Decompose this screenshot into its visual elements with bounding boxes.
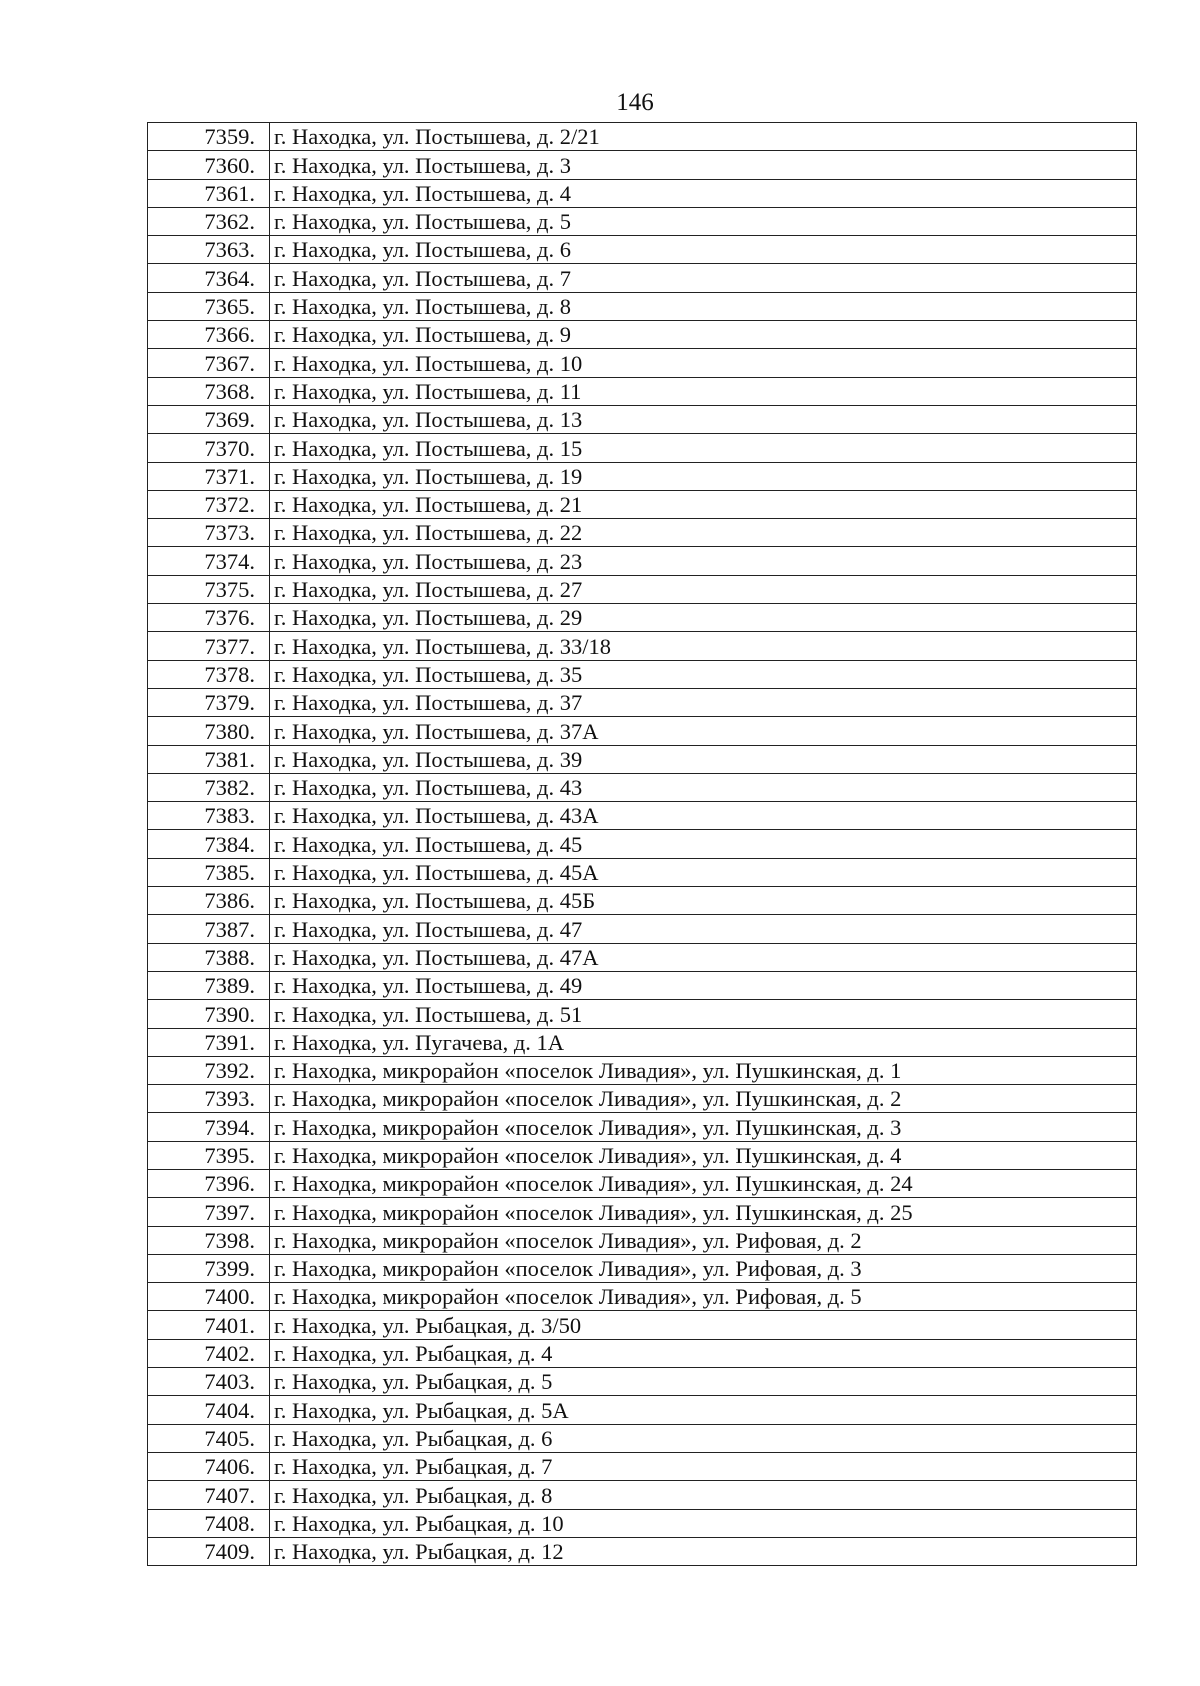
table-row (148, 179, 1137, 207)
table-row (148, 1424, 1137, 1452)
row-address: г. Находка, ул. Постышева, д. 19 (270, 462, 1137, 490)
row-address: г. Находка, микрорайон «поселок Ливадия», ул. Рифовая, д. 3 (270, 1254, 1137, 1282)
row-address: г. Находка, ул. Постышева, д. 8 (270, 292, 1137, 320)
table-row (148, 264, 1137, 292)
row-number: 7359. (148, 123, 270, 151)
table-row (148, 349, 1137, 377)
table-row (148, 123, 1137, 151)
table-row (148, 547, 1137, 575)
row-address: г. Находка, микрорайон «поселок Ливадия», ул. Рифовая, д. 5 (270, 1283, 1137, 1311)
row-address: г. Находка, ул. Постышева, д. 45А (270, 858, 1137, 886)
row-number: 7362. (148, 207, 270, 235)
row-address: г. Находка, ул. Постышева, д. 9 (270, 321, 1137, 349)
row-address: г. Находка, ул. Постышева, д. 7 (270, 264, 1137, 292)
row-number: 7371. (148, 462, 270, 490)
table-row (148, 858, 1137, 886)
row-address: г. Находка, ул. Постышева, д. 3 (270, 151, 1137, 179)
row-number: 7376. (148, 604, 270, 632)
row-number: 7401. (148, 1311, 270, 1339)
row-address: г. Находка, ул. Рыбацкая, д. 6 (270, 1424, 1137, 1452)
row-address: г. Находка, ул. Постышева, д. 4 (270, 179, 1137, 207)
row-address: г. Находка, ул. Постышева, д. 33/18 (270, 632, 1137, 660)
table-row (148, 1368, 1137, 1396)
row-address: г. Находка, микрорайон «поселок Ливадия», ул. Пушкинская, д. 25 (270, 1198, 1137, 1226)
table-row (148, 632, 1137, 660)
row-address: г. Находка, ул. Постышева, д. 51 (270, 1000, 1137, 1028)
row-number: 7380. (148, 717, 270, 745)
row-number: 7402. (148, 1339, 270, 1367)
table-row (148, 434, 1137, 462)
table-row (148, 519, 1137, 547)
row-number: 7398. (148, 1226, 270, 1254)
table-row (148, 1509, 1137, 1537)
row-number: 7375. (148, 575, 270, 603)
row-number: 7363. (148, 236, 270, 264)
table-row (148, 1396, 1137, 1424)
row-number: 7408. (148, 1509, 270, 1537)
row-address: г. Находка, микрорайон «поселок Ливадия», ул. Пушкинская, д. 4 (270, 1141, 1137, 1169)
row-number: 7406. (148, 1452, 270, 1480)
row-number: 7369. (148, 405, 270, 433)
table-row (148, 887, 1137, 915)
row-address: г. Находка, ул. Рыбацкая, д. 12 (270, 1537, 1137, 1565)
row-address: г. Находка, ул. Постышева, д. 2/21 (270, 123, 1137, 151)
row-number: 7364. (148, 264, 270, 292)
table-row (148, 943, 1137, 971)
row-number: 7381. (148, 745, 270, 773)
row-address: г. Находка, ул. Постышева, д. 13 (270, 405, 1137, 433)
row-number: 7405. (148, 1424, 270, 1452)
row-number: 7390. (148, 1000, 270, 1028)
row-address: г. Находка, ул. Постышева, д. 5 (270, 207, 1137, 235)
row-address: г. Находка, ул. Постышева, д. 23 (270, 547, 1137, 575)
row-address: г. Находка, ул. Рыбацкая, д. 10 (270, 1509, 1137, 1537)
row-number: 7370. (148, 434, 270, 462)
row-address: г. Находка, ул. Постышева, д. 27 (270, 575, 1137, 603)
table-row (148, 1000, 1137, 1028)
row-number: 7383. (148, 802, 270, 830)
row-number: 7361. (148, 179, 270, 207)
row-number: 7374. (148, 547, 270, 575)
table-row (148, 971, 1137, 999)
row-address: г. Находка, ул. Постышева, д. 35 (270, 660, 1137, 688)
table-row (148, 1141, 1137, 1169)
row-address: г. Находка, ул. Постышева, д. 39 (270, 745, 1137, 773)
row-number: 7378. (148, 660, 270, 688)
table-row (148, 1481, 1137, 1509)
row-number: 7377. (148, 632, 270, 660)
table-row (148, 688, 1137, 716)
row-address: г. Находка, ул. Постышева, д. 37А (270, 717, 1137, 745)
row-address: г. Находка, ул. Постышева, д. 22 (270, 519, 1137, 547)
table-row (148, 575, 1137, 603)
table-row (148, 773, 1137, 801)
row-number: 7367. (148, 349, 270, 377)
table-row (148, 207, 1137, 235)
row-address: г. Находка, микрорайон «поселок Ливадия», ул. Пушкинская, д. 3 (270, 1113, 1137, 1141)
row-address: г. Находка, ул. Постышева, д. 47 (270, 915, 1137, 943)
row-number: 7391. (148, 1028, 270, 1056)
table-row (148, 1339, 1137, 1367)
table-row (148, 151, 1137, 179)
row-address: г. Находка, ул. Рыбацкая, д. 4 (270, 1339, 1137, 1367)
table-row (148, 321, 1137, 349)
table-row (148, 604, 1137, 632)
row-address: г. Находка, ул. Постышева, д. 43 (270, 773, 1137, 801)
row-address: г. Находка, микрорайон «поселок Ливадия», ул. Пушкинская, д. 2 (270, 1085, 1137, 1113)
row-address: г. Находка, ул. Рыбацкая, д. 5 (270, 1368, 1137, 1396)
table-row (148, 745, 1137, 773)
row-number: 7392. (148, 1056, 270, 1084)
table-row (148, 462, 1137, 490)
row-address: г. Находка, ул. Постышева, д. 6 (270, 236, 1137, 264)
row-address: г. Находка, ул. Постышева, д. 37 (270, 688, 1137, 716)
row-number: 7396. (148, 1169, 270, 1197)
row-address: г. Находка, ул. Постышева, д. 21 (270, 490, 1137, 518)
table-row (148, 405, 1137, 433)
table-row (148, 1452, 1137, 1480)
row-address: г. Находка, ул. Рыбацкая, д. 3/50 (270, 1311, 1137, 1339)
table-row (148, 717, 1137, 745)
table-row (148, 1085, 1137, 1113)
page-number: 146 (616, 89, 654, 116)
table-row (148, 377, 1137, 405)
row-address: г. Находка, ул. Постышева, д. 43А (270, 802, 1137, 830)
row-address: г. Находка, ул. Рыбацкая, д. 8 (270, 1481, 1137, 1509)
row-address: г. Находка, микрорайон «поселок Ливадия», ул. Пушкинская, д. 1 (270, 1056, 1137, 1084)
table-row (148, 236, 1137, 264)
table-row (148, 1254, 1137, 1282)
table-row (148, 802, 1137, 830)
table-row (148, 1028, 1137, 1056)
row-number: 7409. (148, 1537, 270, 1565)
row-number: 7385. (148, 858, 270, 886)
row-number: 7395. (148, 1141, 270, 1169)
table-row (148, 1198, 1137, 1226)
row-address: г. Находка, ул. Постышева, д. 15 (270, 434, 1137, 462)
row-number: 7360. (148, 151, 270, 179)
table-row (148, 490, 1137, 518)
row-number: 7386. (148, 887, 270, 915)
row-number: 7389. (148, 971, 270, 999)
row-number: 7397. (148, 1198, 270, 1226)
table-row (148, 915, 1137, 943)
row-number: 7387. (148, 915, 270, 943)
table-row (148, 1283, 1137, 1311)
row-number: 7388. (148, 943, 270, 971)
row-number: 7393. (148, 1085, 270, 1113)
table-row (148, 1537, 1137, 1565)
row-address: г. Находка, ул. Постышева, д. 45 (270, 830, 1137, 858)
row-number: 7372. (148, 490, 270, 518)
table-row (148, 1113, 1137, 1141)
row-number: 7403. (148, 1368, 270, 1396)
row-number: 7404. (148, 1396, 270, 1424)
table-row (148, 660, 1137, 688)
row-address: г. Находка, ул. Пугачева, д. 1А (270, 1028, 1137, 1056)
row-number: 7382. (148, 773, 270, 801)
row-address: г. Находка, ул. Постышева, д. 49 (270, 971, 1137, 999)
row-address: г. Находка, ул. Рыбацкая, д. 7 (270, 1452, 1137, 1480)
row-address: г. Находка, ул. Рыбацкая, д. 5А (270, 1396, 1137, 1424)
table-row (148, 1311, 1137, 1339)
row-number: 7399. (148, 1254, 270, 1282)
table-row (148, 292, 1137, 320)
row-address: г. Находка, ул. Постышева, д. 10 (270, 349, 1137, 377)
row-number: 7365. (148, 292, 270, 320)
table-row (148, 1169, 1137, 1197)
row-number: 7394. (148, 1113, 270, 1141)
row-number: 7407. (148, 1481, 270, 1509)
row-number: 7379. (148, 688, 270, 716)
row-address: г. Находка, ул. Постышева, д. 47А (270, 943, 1137, 971)
row-number: 7368. (148, 377, 270, 405)
row-address: г. Находка, ул. Постышева, д. 11 (270, 377, 1137, 405)
row-address: г. Находка, микрорайон «поселок Ливадия», ул. Пушкинская, д. 24 (270, 1169, 1137, 1197)
row-address: г. Находка, микрорайон «поселок Ливадия», ул. Рифовая, д. 2 (270, 1226, 1137, 1254)
row-address: г. Находка, ул. Постышева, д. 29 (270, 604, 1137, 632)
row-address: г. Находка, ул. Постышева, д. 45Б (270, 887, 1137, 915)
table-row (148, 1226, 1137, 1254)
table-row (148, 830, 1137, 858)
address-table-body (148, 123, 1137, 1566)
row-number: 7373. (148, 519, 270, 547)
row-number: 7384. (148, 830, 270, 858)
row-number: 7400. (148, 1283, 270, 1311)
row-number: 7366. (148, 321, 270, 349)
address-table (147, 122, 1137, 1566)
table-row (148, 1056, 1137, 1084)
